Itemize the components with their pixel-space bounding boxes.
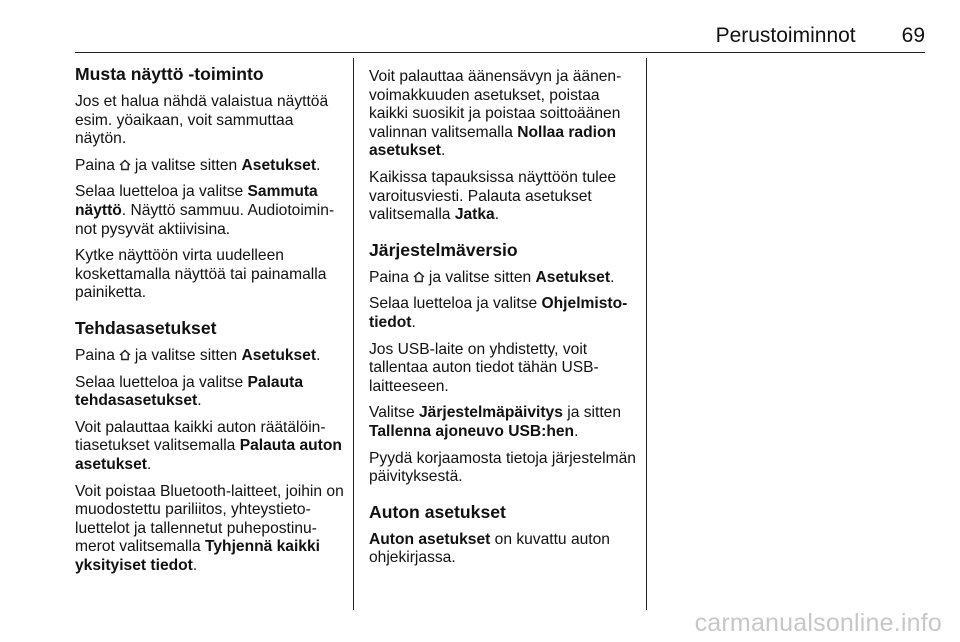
home-icon [118, 348, 132, 362]
paragraph [75, 93, 345, 149]
section-heading-black-screen: Musta näyttö -toiminto [75, 64, 264, 84]
home-icon [118, 158, 132, 172]
paragraph-text: Paina [75, 346, 115, 364]
paragraph [369, 295, 639, 332]
menu-term: Asetukset [535, 268, 611, 286]
right-column [369, 68, 639, 576]
paragraph [369, 531, 639, 568]
paragraph [369, 169, 639, 225]
paragraph-text: Kytke näyttöön virta uudelleen koskettamalla näyttöä tai painamalla painiketta. [75, 247, 327, 302]
page-header [75, 24, 925, 52]
section-heading-factory-settings: Tehdasasetukset [75, 317, 217, 338]
paragraph-text: Voit palauttaa kaikki auton räätälöintiasetukset valitsemalla [75, 418, 326, 455]
column-divider-right [646, 58, 647, 610]
watermark: carmanualsonline.info [694, 609, 942, 637]
home-icon [412, 270, 426, 284]
paragraph [369, 68, 639, 161]
menu-term: Asetukset [241, 156, 317, 174]
paragraph-text: Voit palauttaa äänensävyn ja äänenvoimakkuuden asetukset, poistaa kaikki suosikit ja poistaa soittoäänen valinnan valitsemalla [369, 68, 622, 141]
menu-term: Asetukset [241, 346, 317, 364]
paragraph [75, 157, 345, 176]
paragraph-text: Jos USB-laite on yhdistetty, voit tallentaa auton tiedot tähän USB-laitteeseen. [369, 340, 599, 395]
paragraph-text: . [494, 206, 500, 224]
paragraph [75, 183, 345, 239]
paragraph [75, 419, 345, 475]
menu-term: Tallenna ajoneuvo USB:hen [369, 422, 575, 440]
section-heading-vehicle-settings: Auton asetukset [369, 501, 506, 522]
left-column [75, 64, 345, 583]
paragraph [369, 450, 639, 487]
menu-term: Jatka [454, 206, 495, 224]
paragraph-text: ja valitse sitten [428, 268, 532, 286]
paragraph-text: Kaikissa tapauksissa näyttöön tulee varoitusviesti. Palauta asetukset valitsemalla [369, 168, 617, 224]
menu-term: Auton asetukset [369, 530, 491, 548]
paragraph-text: Pyydä korjaamosta tietoja järjestelmän päivityksestä. [369, 449, 636, 486]
menu-term: Nollaa radion asetukset [369, 123, 617, 160]
paragraph-text: ja sitten [567, 404, 621, 422]
menu-term: Ohjelmistotiedot [369, 295, 628, 331]
menu-term: Palauta tehdasasetukset [75, 373, 304, 410]
section-heading-system-version: Järjestelmäversio [369, 239, 518, 260]
paragraph [369, 404, 639, 441]
paragraph-text: Jos et halua nähdä valaistua näyttöä esim. yöaikaan, voit sammuttaa näytön. [75, 93, 329, 148]
paragraph-text: on kuvattu auton ohjekirjassa. [369, 530, 610, 567]
menu-term: Tyhjennä kaikki yksityiset tiedot [75, 538, 320, 574]
paragraph-text: . [192, 556, 198, 574]
paragraph [75, 247, 345, 303]
paragraph-text: Paina [369, 268, 409, 286]
paragraph-text: Paina [75, 156, 115, 174]
paragraph-text: . [440, 142, 446, 160]
paragraph-text: ja valitse sitten [134, 346, 238, 364]
paragraph-text: . Näyttö sammuu. Audiotoiminnot pysyvät aktiivisina. [75, 201, 335, 238]
paragraph [369, 341, 639, 397]
menu-term: Palauta auton asetukset [75, 437, 342, 473]
paragraph-text: Selaa luetteloa ja valitse [75, 183, 244, 201]
paragraph-text: Valitse [369, 404, 415, 422]
paragraph-text: Selaa luetteloa ja valitse [75, 373, 244, 391]
page-number: 69 [901, 24, 925, 47]
menu-term: Järjestelmäpäivitys [419, 404, 563, 422]
paragraph-text: . [316, 156, 321, 174]
paragraph [75, 374, 345, 411]
menu-term: Sammuta näyttö [75, 183, 318, 219]
paragraph-text: Voit poistaa Bluetooth-laitteet, joihin on muodostettu pariliitos, yhteystietoluettelot ja tallennetut puhepostinumerot valitsemalla [75, 482, 344, 556]
paragraph-text: Selaa luetteloa ja valitse [369, 295, 538, 313]
paragraph-text: . [574, 422, 579, 440]
paragraph-text: . [411, 313, 416, 331]
header-divider [75, 52, 925, 53]
paragraph [75, 347, 345, 366]
paragraph-text: . [610, 268, 615, 286]
section-title: Perustoiminnot [715, 24, 856, 47]
paragraph-text: . [197, 392, 202, 410]
column-divider-left [353, 58, 354, 610]
paragraph-text: ja valitse sitten [134, 156, 238, 174]
paragraph [369, 269, 639, 288]
paragraph-text: . [316, 346, 321, 364]
paragraph [75, 483, 345, 576]
paragraph-text: . [146, 455, 152, 473]
